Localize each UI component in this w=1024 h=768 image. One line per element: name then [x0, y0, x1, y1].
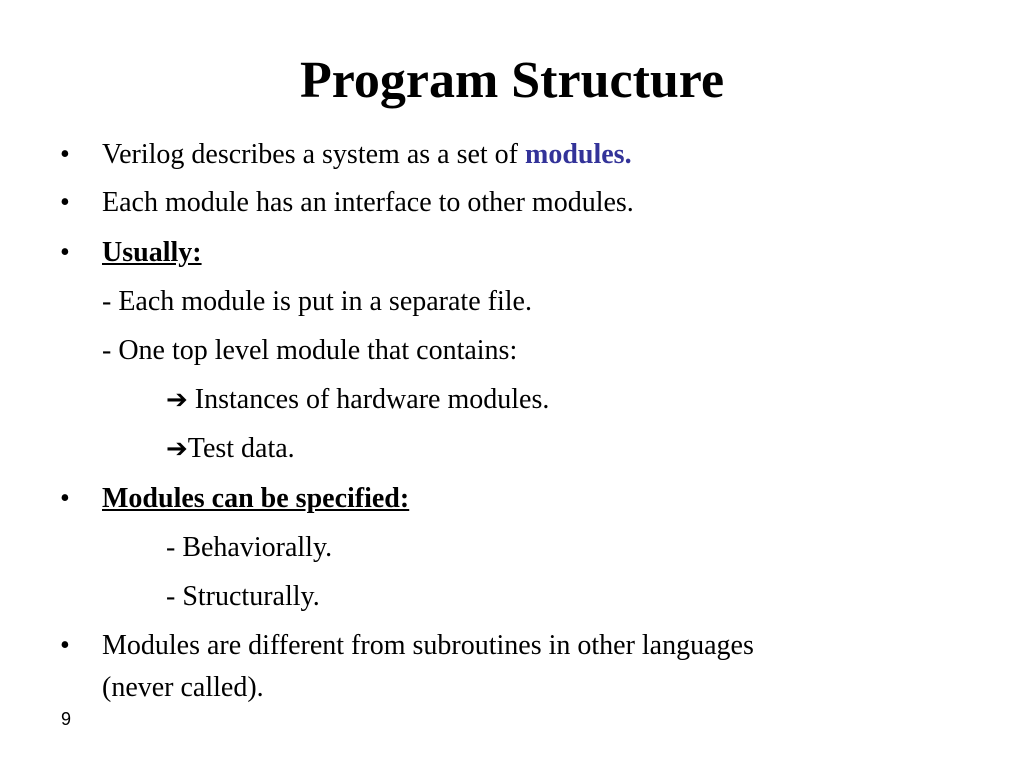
sub-item-behaviorally: - Behaviorally. [166, 532, 333, 563]
sub-item-structurally: - Structurally. [166, 581, 320, 612]
sub-item-top-level: - One top level module that contains: [102, 335, 518, 366]
arrow-right-icon: ➔ [166, 434, 188, 464]
sub-sub-item-instances [166, 383, 549, 417]
bullet-item-subroutines-cont: (never called). [102, 672, 264, 703]
bullet-item-usually: Usually: [102, 237, 202, 268]
sub-sub-item-text: Test data. [187, 433, 295, 464]
bullet-marker: • [60, 630, 70, 661]
slide-title: Program Structure [299, 52, 725, 109]
bullet-item-modules [102, 138, 632, 172]
bullet-item-interface: Each module has an interface to other modules. [102, 187, 634, 218]
sub-sub-item-test-data [166, 432, 295, 466]
highlight-modules: modules. [525, 139, 632, 170]
bullet-text: Verilog describes a system as a set of [102, 139, 525, 170]
sub-item-separate-file: - Each module is put in a separate file. [102, 286, 532, 317]
bullet-item-subroutines: Modules are different from subroutines in other languages [102, 630, 754, 661]
bullet-marker: • [60, 187, 70, 218]
bullet-item-specified: Modules can be specified: [102, 483, 410, 514]
bullet-marker: • [60, 139, 70, 170]
arrow-right-icon: ➔ [166, 385, 188, 415]
bullet-marker: • [60, 483, 70, 514]
page-number: 9 [61, 709, 72, 729]
bullet-marker: • [60, 237, 70, 268]
sub-sub-item-text: Instances of hardware modules. [187, 384, 550, 415]
